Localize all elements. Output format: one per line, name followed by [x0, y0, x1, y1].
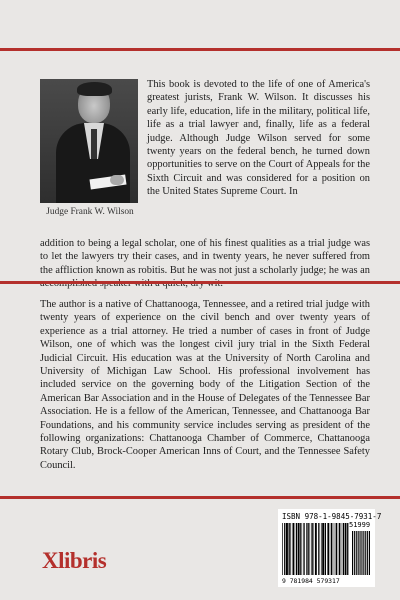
barcode-bar	[331, 523, 332, 575]
barcode-bar	[296, 523, 297, 575]
barcode-bar	[304, 523, 305, 575]
barcode-bar	[306, 523, 307, 575]
isbn-barcode	[278, 509, 382, 587]
book-description-continued: addition to being a legal scholar, one of his finest qualities as a trial judge was to let the lawyers try their cases, and in twenty years, he never suffered from the affliction known as robitis. But he was not just a scholarly judge; he was an	[40, 238, 370, 276]
barcode-bar	[315, 523, 317, 575]
barcode-bar	[327, 523, 329, 575]
barcode-bar	[282, 523, 283, 575]
price-barcode-bar	[365, 531, 366, 575]
price-barcode-bar	[369, 531, 370, 575]
barcode-bar	[335, 523, 336, 575]
isbn-number: ISBN 978-1-9845-7931-7	[282, 512, 382, 521]
barcode-bar	[311, 523, 312, 575]
barcode-bar	[303, 523, 304, 575]
photo-caption: Judge Frank W. Wilson	[46, 207, 134, 217]
barcode-bar	[322, 523, 324, 575]
barcode-bar	[345, 523, 347, 575]
price-barcode-bar	[358, 531, 359, 575]
barcode-bar	[333, 523, 334, 575]
barcode-bar	[289, 523, 290, 575]
price-barcode-bar	[352, 531, 353, 575]
price-barcode-bar	[360, 531, 361, 575]
barcode-bar	[298, 523, 300, 575]
portrait-hair	[77, 82, 112, 96]
barcode-bar	[293, 523, 295, 575]
author-bio: The author is a native of Chattanooga, Tennessee, and a retired trial judge with twenty years of experience on the civil bench and over twenty years of experience as a trial attorney. He tried a number of cases in front of Judge Wilson, one of which was the longest civil jury trial in the Sixth Federal Judicial Circuit. His education was at the University of North Carolina and University of Michigan Law School. His professional involvement has included service on the governing body of the Litigation Section of the American Bar Association and in the House of Delegates of the Tennessee Bar Association. He is a fellow of the American, Tennessee, and Chattanooga Bar Foundations, and his community service includes serving as president of the following organizations: Chattanooga Chamber of Commerce, Chattanooga Rotary Club, Brock-Cooper American Inns of Court, and the Tennessee Safety Council.	[40, 299, 370, 471]
barcode-bar	[318, 523, 319, 575]
barcode-bar	[336, 523, 337, 575]
barcode-bars	[282, 523, 371, 577]
barcode-bar	[312, 523, 313, 575]
top-red-rule	[0, 48, 400, 51]
barcode-bar	[325, 523, 326, 575]
price-code: 51999	[349, 521, 371, 529]
price-barcode-bar	[367, 531, 368, 575]
barcode-bar	[341, 523, 342, 575]
barcode-bar	[347, 523, 348, 575]
publisher-logo: Xlibris	[42, 548, 107, 573]
bottom-red-rule	[0, 496, 400, 499]
barcode-bar	[286, 523, 288, 575]
price-barcode-bar	[363, 531, 364, 575]
barcode-bar	[300, 523, 301, 575]
portrait-hand	[110, 175, 124, 185]
barcode-bar	[308, 523, 309, 575]
book-description-right: This book is devoted to the life of one of America's greatest jurists, Frank W. Wilson. It discusses his early life, education, life in the military, political life, life as a trial lawyer and, finally, life as a federal judge. Although Judge Wilson served for some twenty years on the federal bench, he turned down opportunities to serve on the Court of Appeals for the Sixth Circuit and was considered for a position on the United States Supreme Court. In	[147, 79, 370, 198]
middle-red-rule	[0, 281, 400, 284]
barcode-bar	[339, 523, 340, 575]
ean-digits: 9 781984 579317	[282, 577, 340, 585]
barcode-bar	[284, 523, 285, 575]
price-barcode-bar	[354, 531, 355, 575]
price-barcode-bar	[356, 531, 357, 575]
barcode-bar	[321, 523, 322, 575]
barcode-bar	[290, 523, 291, 575]
portrait-tie	[91, 129, 97, 159]
barcode-bar	[343, 523, 344, 575]
author-portrait-photo	[40, 79, 138, 203]
